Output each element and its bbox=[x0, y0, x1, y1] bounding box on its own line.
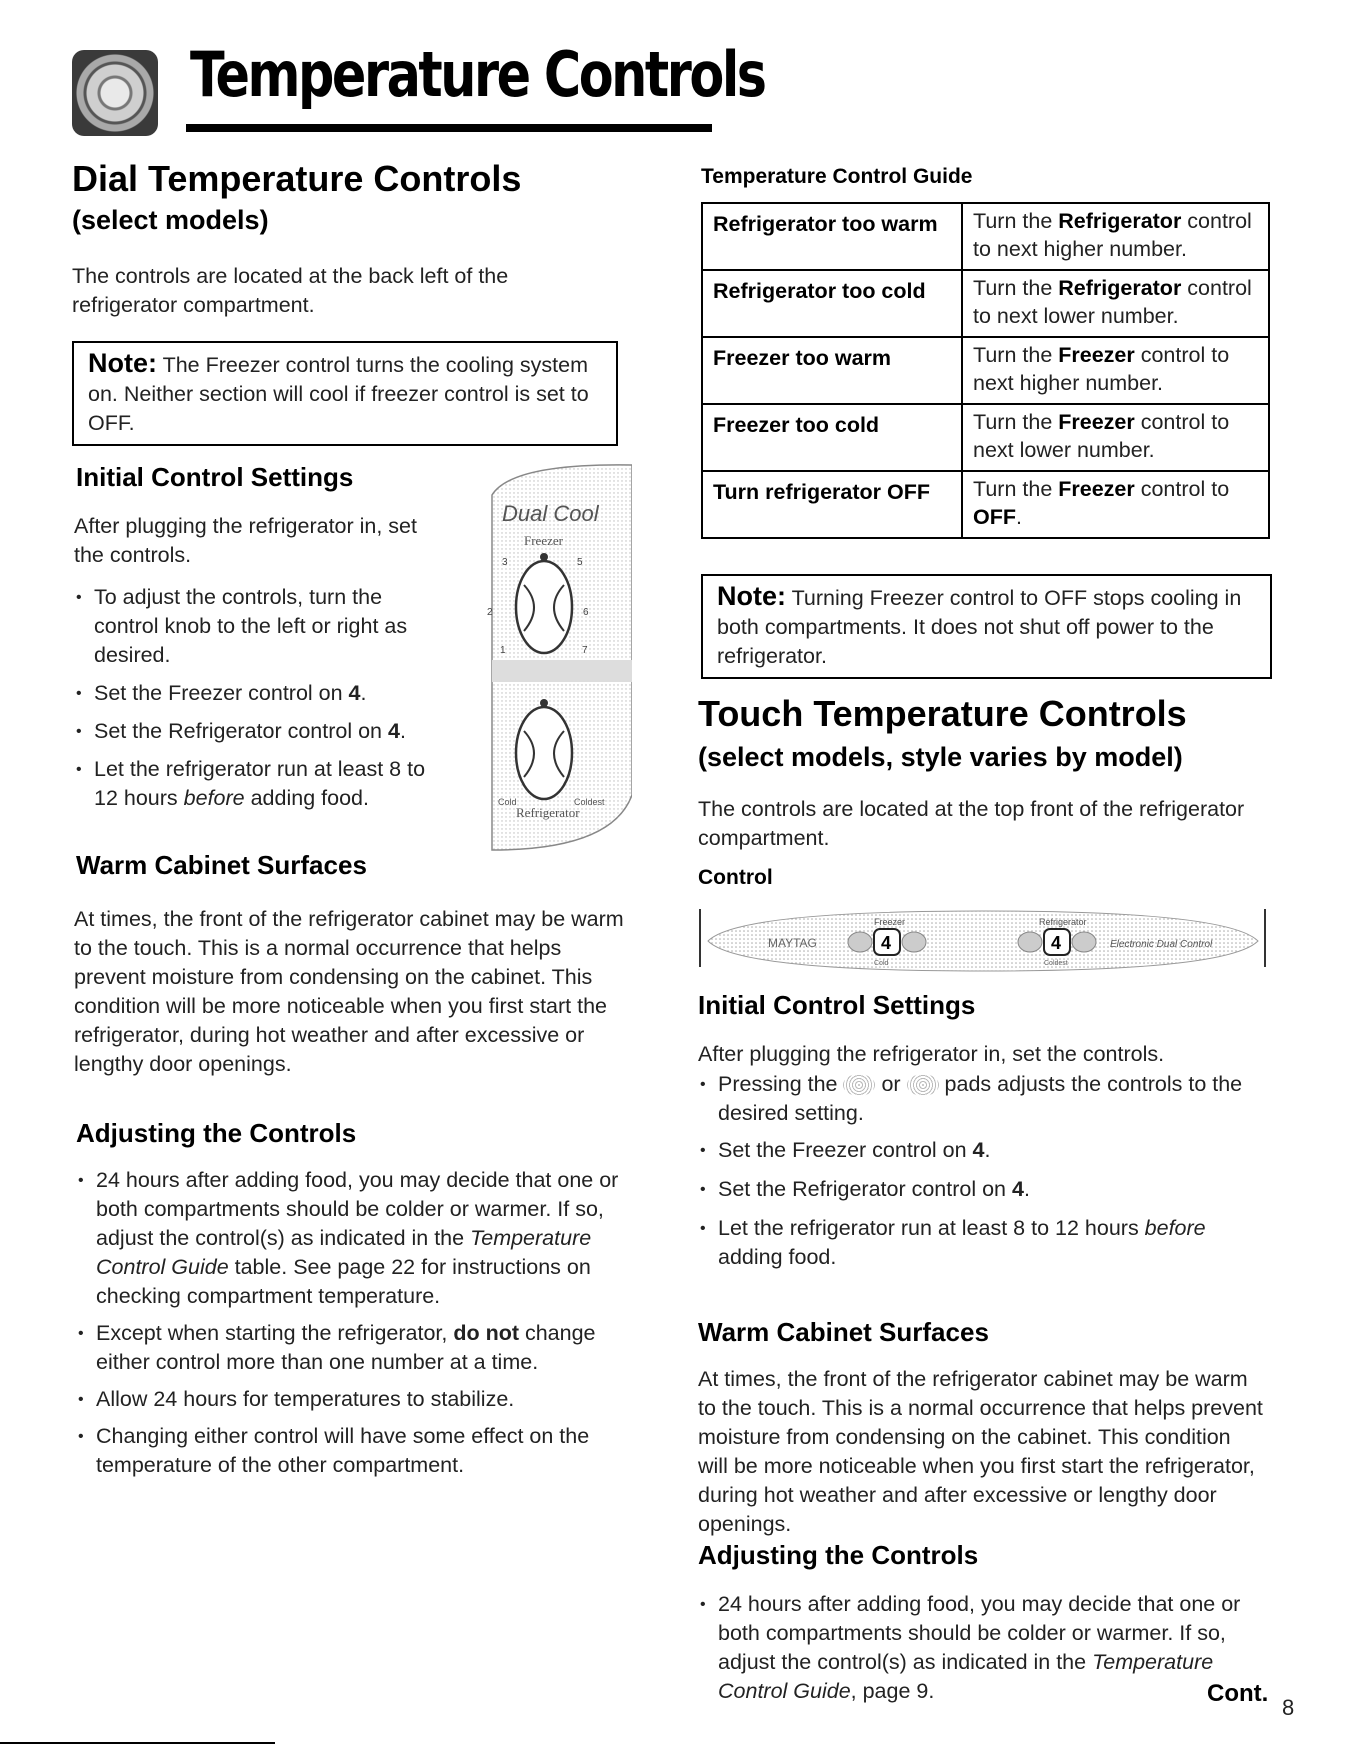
dial-brand-label: Dual Cool bbox=[502, 501, 599, 526]
note-label: Note: bbox=[717, 581, 786, 611]
table-row bbox=[702, 337, 1269, 404]
panel-cold-label: Cold bbox=[874, 960, 889, 967]
table-row bbox=[702, 471, 1269, 538]
freezer-down-pad[interactable] bbox=[848, 932, 872, 952]
table-row bbox=[702, 270, 1269, 337]
list-item: • Set the Refrigerator control on 4. bbox=[74, 717, 434, 746]
guide-note-box bbox=[701, 574, 1272, 679]
condition-cell: Refrigerator too cold bbox=[702, 270, 962, 337]
page-number: 8 bbox=[1282, 1695, 1295, 1720]
table-row bbox=[702, 203, 1269, 270]
list-item: • Changing either control will have some effect on the temperature of the other compartment. bbox=[76, 1422, 646, 1480]
panel-refrigerator-label: Refrigerator bbox=[1039, 917, 1087, 927]
touch-warm-heading: Warm Cabinet Surfaces bbox=[698, 1317, 989, 1347]
panel-freezer-label: Freezer bbox=[874, 917, 906, 927]
adjusting-controls-list bbox=[76, 1166, 646, 1480]
touch-initial-list bbox=[698, 1070, 1276, 1272]
condition-cell: Turn refrigerator OFF bbox=[702, 471, 962, 538]
touch-initial-heading: Initial Control Settings bbox=[698, 990, 976, 1020]
dial-mark: 6 bbox=[583, 607, 589, 618]
refrigerator-dial-label: Refrigerator bbox=[516, 805, 580, 820]
touch-initial-text: After plugging the refrigerator in, set the controls. bbox=[698, 1042, 1165, 1066]
dial-note-box bbox=[72, 341, 618, 446]
action-cell: Turn the Refrigerator control to next lower number. bbox=[962, 270, 1269, 337]
footer-rule bbox=[0, 1742, 275, 1744]
table-row bbox=[702, 404, 1269, 471]
touch-adjusting-list bbox=[698, 1590, 1273, 1706]
dial-mark: 5 bbox=[577, 557, 583, 568]
list-item: • Except when starting the refrigerator, do not change either control more than one number at a time. bbox=[76, 1319, 646, 1377]
touch-controls-heading: Touch Temperature Controls bbox=[698, 693, 1187, 734]
list-item: • Set the Refrigerator control on 4. bbox=[698, 1175, 1276, 1204]
action-cell: Turn the Freezer control to next higher number. bbox=[962, 337, 1269, 404]
condition-cell: Refrigerator too warm bbox=[702, 203, 962, 270]
touch-intro-text: The controls are located at the top front of the refrigerator compartment. bbox=[698, 797, 1245, 850]
panel-model-text: Electronic Dual Control bbox=[1110, 939, 1213, 950]
adjusting-controls-heading: Adjusting the Controls bbox=[76, 1118, 357, 1148]
dial-control-illustration bbox=[452, 455, 632, 855]
touch-controls-subheading: (select models, style varies by model) bbox=[698, 742, 1183, 772]
cold-label: Cold bbox=[498, 797, 517, 807]
condition-cell: Freezer too cold bbox=[702, 404, 962, 471]
condition-cell: Freezer too warm bbox=[702, 337, 962, 404]
list-item: • 24 hours after adding food, you may decide that one or both compartments should be colder or warmer. If so, adjust the control(s) as indicated in the Temperature Control Guide table. See page 22 for instructions on checking compartment temperature. bbox=[76, 1166, 646, 1311]
dial-controls-subheading: (select models) bbox=[72, 205, 269, 235]
panel-coldest-label: Coldest bbox=[1044, 960, 1068, 967]
list-item: • Let the refrigerator run at least 8 to 12 hours before adding food. bbox=[74, 755, 434, 813]
up-pad-icon bbox=[907, 1074, 939, 1096]
warm-surfaces-heading: Warm Cabinet Surfaces bbox=[76, 850, 367, 880]
dial-mark: 2 bbox=[487, 607, 493, 618]
action-cell: Turn the Freezer control to OFF. bbox=[962, 471, 1269, 538]
note-text: The Freezer control turns the cooling system on. Neither section will cool if freezer control is set to OFF. bbox=[88, 353, 589, 435]
warm-surfaces-text: At times, the front of the refrigerator cabinet may be warm to the touch. This is a normal occurrence that helps prevent moisture from condensing on the cabinet. This condition will be more noticeable when you first start the refrigerator, during hot weather and after excessive or lengthy door openings. bbox=[74, 907, 624, 1076]
dial-mark: 3 bbox=[502, 557, 508, 568]
down-pad-icon bbox=[843, 1074, 875, 1096]
initial-settings-text: After plugging the refrigerator in, set the controls. bbox=[74, 514, 417, 567]
title-underline bbox=[186, 124, 712, 132]
list-item: • Allow 24 hours for temperatures to stabilize. bbox=[76, 1385, 646, 1414]
action-cell: Turn the Refrigerator control to next higher number. bbox=[962, 203, 1269, 270]
list-item: • To adjust the controls, turn the control knob to the left or right as desired. bbox=[74, 583, 434, 670]
dial-controls-heading: Dial Temperature Controls bbox=[72, 158, 522, 199]
dial-divider-band bbox=[492, 660, 632, 682]
dial-mark: 7 bbox=[582, 645, 588, 656]
note-text: Turning Freezer control to OFF stops cooling in both compartments. It does not shut off power to the refrigerator. bbox=[717, 586, 1242, 668]
refrigerator-down-pad[interactable] bbox=[1018, 932, 1042, 952]
control-label: Control bbox=[698, 866, 773, 889]
touch-warm-text: At times, the front of the refrigerator cabinet may be warm to the touch. This is a normal occurrence that helps prevent moisture from condensing on the cabinet. This condition will be more noticeable when you first start the refrigerator, during hot weather and after excessive or lengthy door openings. bbox=[698, 1367, 1263, 1536]
temperature-control-guide-table bbox=[701, 202, 1270, 539]
freezer-dial-label: Freezer bbox=[524, 533, 563, 548]
continued-label: Cont. bbox=[1207, 1680, 1269, 1707]
touch-adjusting-heading: Adjusting the Controls bbox=[698, 1540, 979, 1570]
guide-table-caption: Temperature Control Guide bbox=[701, 165, 973, 188]
list-item: • 24 hours after adding food, you may decide that one or both compartments should be colder or warmer. If so, adjust the control(s) as indicated in the Temperature Control Guide, page 9. bbox=[698, 1590, 1273, 1706]
temperature-dial-icon bbox=[72, 50, 158, 136]
refrigerator-up-pad[interactable] bbox=[1072, 932, 1096, 952]
initial-settings-list bbox=[74, 583, 434, 813]
note-label: Note: bbox=[88, 348, 157, 378]
initial-settings-heading: Initial Control Settings bbox=[76, 462, 354, 492]
brand-logo: MAYTAG bbox=[768, 936, 817, 950]
action-cell: Turn the Freezer control to next lower number. bbox=[962, 404, 1269, 471]
freezer-display-value: 4 bbox=[881, 933, 892, 953]
coldest-label: Coldest bbox=[574, 797, 605, 807]
list-item: • Pressing the or pads adjusts the controls to the desired setting. bbox=[698, 1070, 1276, 1128]
list-item: • Set the Freezer control on 4. bbox=[74, 679, 434, 708]
refrigerator-display-value: 4 bbox=[1051, 933, 1062, 953]
touch-control-panel bbox=[698, 905, 1268, 977]
freezer-up-pad[interactable] bbox=[902, 932, 926, 952]
list-item: • Set the Freezer control on 4. bbox=[698, 1136, 1276, 1165]
page-title: Temperature Controls bbox=[190, 38, 765, 111]
list-item: • Let the refrigerator run at least 8 to 12 hours before adding food. bbox=[698, 1214, 1276, 1272]
dial-intro-text: The controls are located at the back left of the refrigerator compartment. bbox=[72, 264, 509, 317]
dial-mark: 1 bbox=[500, 645, 506, 656]
